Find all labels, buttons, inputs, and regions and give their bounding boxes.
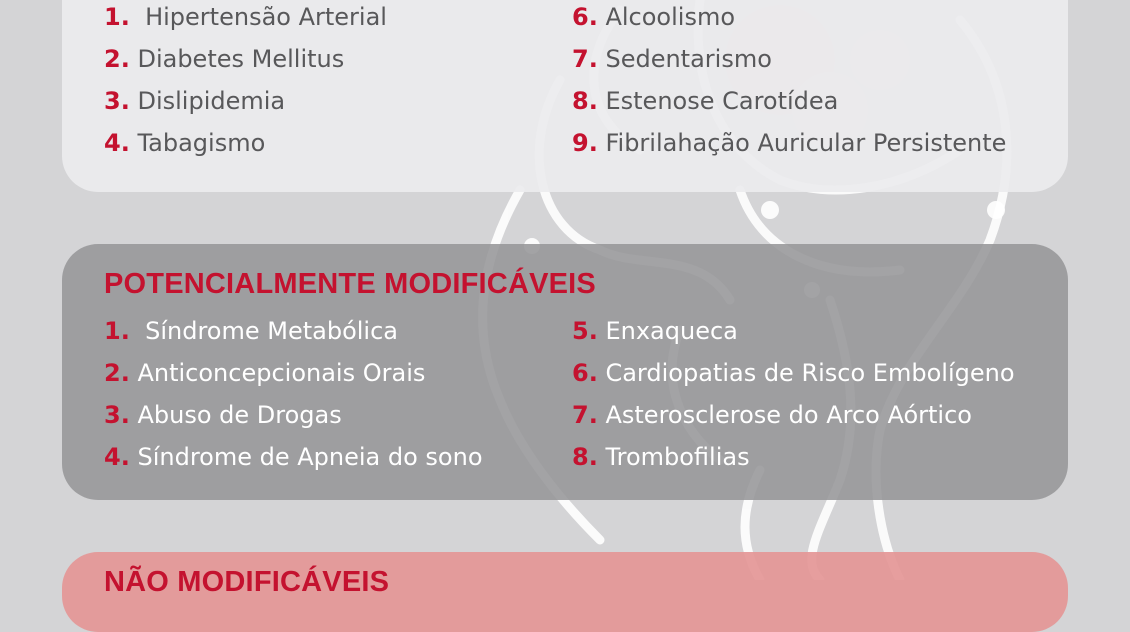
list-item: 1. Síndrome Metabólica — [104, 317, 398, 345]
list-item: 2. Diabetes Mellitus — [104, 45, 345, 73]
list-item: 8. Trombofilias — [572, 443, 750, 471]
list-item: 1. Hipertensão Arterial — [104, 3, 387, 31]
list-item: 3. Dislipidemia — [104, 87, 286, 115]
potential-factor-list-right — [572, 310, 1015, 478]
list-item: 7. Sedentarismo — [572, 45, 772, 73]
list-item: 8. Estenose Carotídea — [572, 87, 839, 115]
list-item: 3. Abuso de Drogas — [104, 401, 342, 429]
factor-list-left — [104, 0, 387, 164]
list-item: 5. Enxaqueca — [572, 317, 738, 345]
list-item: 4. Síndrome de Apneia do sono — [104, 443, 483, 471]
list-item: 7. Asterosclerose do Arco Aórtico — [572, 401, 972, 429]
list-item: 6. Alcoolismo — [572, 3, 736, 31]
list-item: 9. Fibrilahação Auricular Persistente — [572, 129, 1007, 157]
list-item: 2. Anticoncepcionais Orais — [104, 359, 426, 387]
list-item: 6. Cardiopatias de Risco Embolígeno — [572, 359, 1015, 387]
section-title-potentially-modifiable: POTENCIALMENTE MODIFICÁVEIS — [104, 268, 596, 300]
section-title-non-modifiable: NÃO MODIFICÁVEIS — [104, 566, 390, 598]
potential-factor-list-left — [104, 310, 483, 478]
list-item: 4. Tabagismo — [104, 129, 266, 157]
factor-list-right — [572, 0, 1006, 164]
